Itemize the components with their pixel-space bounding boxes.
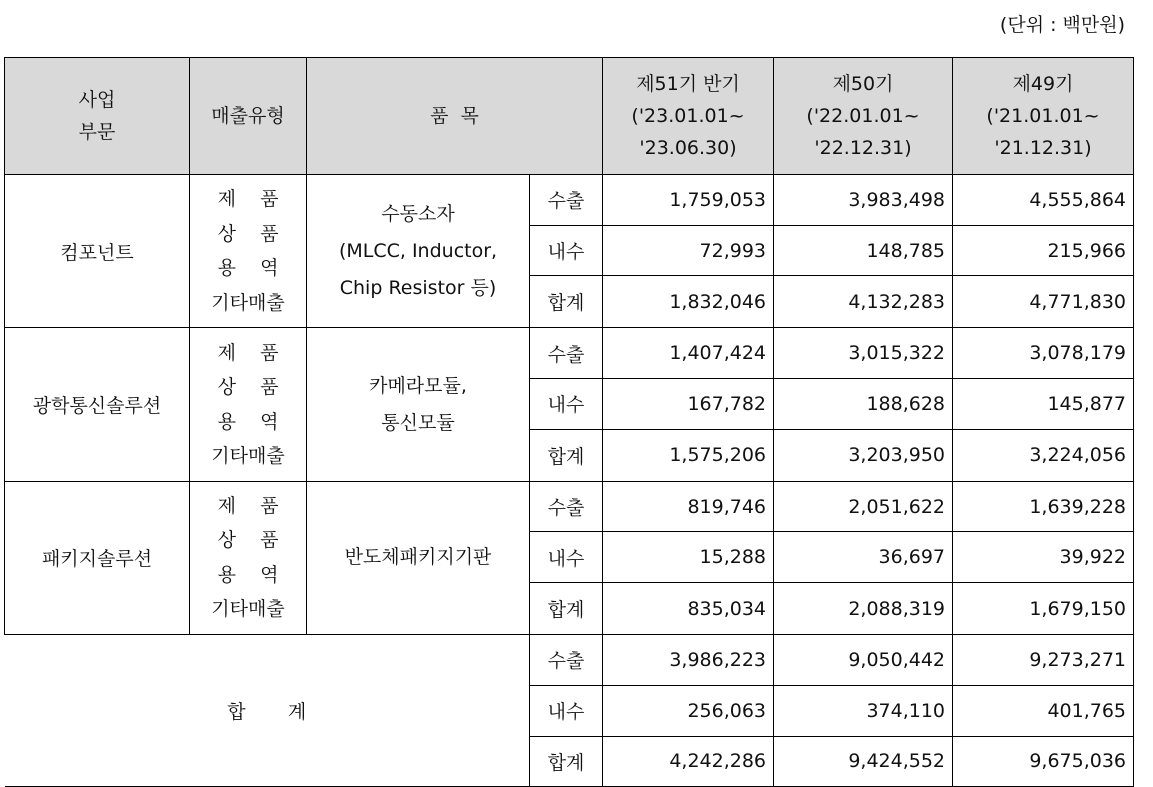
- table-row: [5, 175, 1134, 226]
- value-cell: 39,922: [953, 532, 1134, 583]
- value-cell: 1,639,228: [953, 481, 1134, 532]
- value-cell: 167,782: [603, 379, 774, 430]
- value-cell: 3,078,179: [953, 328, 1134, 379]
- header-period-51: 제51기 반기 ('23.01.01~ '23.06.30): [603, 58, 774, 175]
- table-row: [5, 481, 1134, 532]
- sales-type-list: 제 품 상 품 용 역 기타매출: [190, 175, 307, 328]
- row-kind: 수출: [530, 175, 603, 226]
- value-cell: 148,785: [774, 225, 953, 276]
- value-cell: 9,050,442: [774, 635, 953, 686]
- value-cell: 374,110: [774, 685, 953, 736]
- value-cell: 3,224,056: [953, 429, 1134, 481]
- value-cell: 145,877: [953, 379, 1134, 430]
- header-sales-type: 매출유형: [190, 58, 307, 175]
- row-kind: 수출: [530, 481, 603, 532]
- value-cell: 215,966: [953, 225, 1134, 276]
- header-row: [5, 58, 1134, 175]
- sales-type-list: 제 품 상 품 용 역 기타매출: [190, 328, 307, 481]
- value-cell: 188,628: [774, 379, 953, 430]
- value-cell: 72,993: [603, 225, 774, 276]
- value-cell: 4,242,286: [603, 736, 774, 787]
- value-cell: 401,765: [953, 685, 1134, 736]
- value-cell: 1,679,150: [953, 583, 1134, 635]
- unit-note: (단위 : 백만원): [999, 14, 1125, 36]
- value-cell: 835,034: [603, 583, 774, 635]
- row-kind: 내수: [530, 532, 603, 583]
- row-kind: 내수: [530, 379, 603, 430]
- item-cell: 카메라모듈, 통신모듈: [307, 328, 530, 481]
- total-label: 합 계: [5, 635, 530, 787]
- value-cell: 3,203,950: [774, 429, 953, 481]
- value-cell: 9,675,036: [953, 736, 1134, 787]
- value-cell: 15,288: [603, 532, 774, 583]
- segment-name: 광학통신솔루션: [5, 328, 190, 481]
- header-segment: 사업 부문: [5, 58, 190, 175]
- header-period-49: 제49기 ('21.01.01~ '21.12.31): [953, 58, 1134, 175]
- row-kind: 합계: [530, 736, 603, 787]
- row-kind: 내수: [530, 225, 603, 276]
- value-cell: 2,088,319: [774, 583, 953, 635]
- sales-table: [4, 57, 1134, 787]
- value-cell: 4,771,830: [953, 276, 1134, 328]
- row-kind: 합계: [530, 276, 603, 328]
- value-cell: 9,424,552: [774, 736, 953, 787]
- segment-name: 컴포넌트: [5, 175, 190, 328]
- value-cell: 819,746: [603, 481, 774, 532]
- item-cell: 수동소자 (MLCC, Inductor, Chip Resistor 등): [307, 175, 530, 328]
- value-cell: 2,051,622: [774, 481, 953, 532]
- value-cell: 3,983,498: [774, 175, 953, 226]
- value-cell: 3,986,223: [603, 635, 774, 686]
- value-cell: 3,015,322: [774, 328, 953, 379]
- row-kind: 내수: [530, 685, 603, 736]
- segment-name: 패키지솔루션: [5, 481, 190, 634]
- table-row: [5, 635, 1134, 686]
- value-cell: 4,555,864: [953, 175, 1134, 226]
- value-cell: 4,132,283: [774, 276, 953, 328]
- item-cell: 반도체패키지기판: [307, 481, 530, 634]
- row-kind: 합계: [530, 583, 603, 635]
- value-cell: 256,063: [603, 685, 774, 736]
- value-cell: 1,575,206: [603, 429, 774, 481]
- header-item: 품 목: [307, 58, 603, 175]
- value-cell: 1,759,053: [603, 175, 774, 226]
- value-cell: 1,407,424: [603, 328, 774, 379]
- value-cell: 1,832,046: [603, 276, 774, 328]
- table-row: [5, 328, 1134, 379]
- row-kind: 수출: [530, 328, 603, 379]
- header-period-50: 제50기 ('22.01.01~ '22.12.31): [774, 58, 953, 175]
- sales-type-list: 제 품 상 품 용 역 기타매출: [190, 481, 307, 634]
- value-cell: 36,697: [774, 532, 953, 583]
- value-cell: 9,273,271: [953, 635, 1134, 686]
- row-kind: 합계: [530, 429, 603, 481]
- row-kind: 수출: [530, 635, 603, 686]
